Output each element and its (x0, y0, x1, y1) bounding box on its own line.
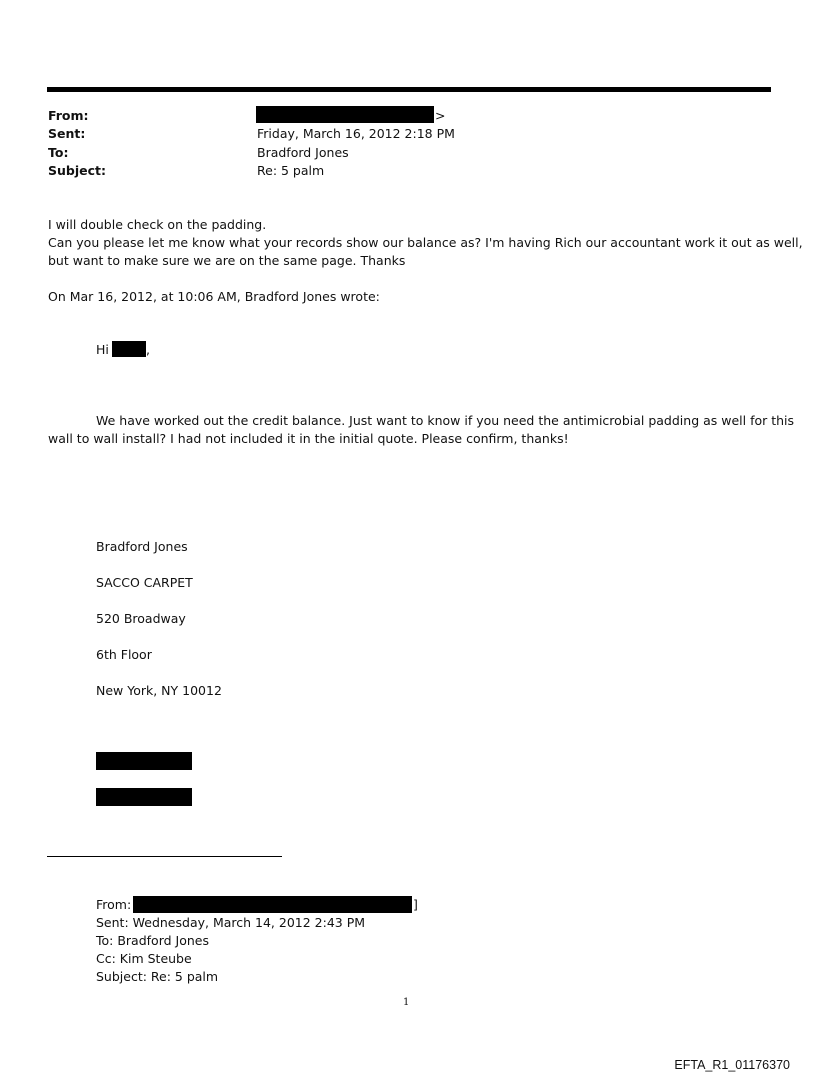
earlier-sent: Sent: Wednesday, March 14, 2012 2:43 PM (96, 915, 366, 930)
earlier-from-label: From: (96, 897, 132, 912)
redacted-name (112, 341, 146, 357)
page-number: 1 (403, 997, 410, 1008)
earlier-to: To: Bradford Jones (96, 933, 209, 948)
earlier-cc: Cc: Kim Steube (96, 951, 192, 966)
from-value-suffix: > (435, 108, 446, 123)
earlier-subject: Subject: Re: 5 palm (96, 969, 219, 984)
subject-value: Re: 5 palm (257, 163, 325, 178)
signature-city: New York, NY 10012 (96, 683, 222, 698)
redacted-earlier-sender (133, 896, 412, 913)
sent-label: Sent: (48, 126, 86, 141)
quote-intro: On Mar 16, 2012, at 10:06 AM, Bradford Jones wrote: (48, 289, 380, 304)
signature-address-1: 520 Broadway (96, 611, 186, 626)
body-line-1: I will double check on the padding. (48, 217, 267, 232)
greeting: Hi (96, 342, 109, 357)
signature-company: SACCO CARPET (96, 575, 193, 590)
body-line-3: but want to make sure we are on the same page. Thanks (48, 253, 406, 268)
body-line-2: Can you please let me know what your records show our balance as? I'm having Rich our accountant work it out as well, (48, 235, 803, 250)
redacted-block-2 (96, 788, 192, 806)
redacted-sender (256, 106, 434, 123)
to-value: Bradford Jones (257, 145, 349, 160)
separator-line (47, 856, 282, 857)
quoted-para-line-1: We have worked out the credit balance. Just want to know if you need the antimicrobial padding as well for this (96, 413, 795, 428)
sent-value: Friday, March 16, 2012 2:18 PM (257, 126, 455, 141)
subject-label: Subject: (48, 163, 106, 178)
redacted-block-1 (96, 752, 192, 770)
quoted-para-line-2: wall to wall install? I had not included it in the initial quote. Please confirm, thanks! (48, 431, 569, 446)
from-label: From: (48, 108, 89, 123)
to-label: To: (48, 145, 69, 160)
document-id: EFTA_R1_01176370 (674, 1058, 790, 1072)
greeting-suffix: , (146, 342, 150, 357)
signature-address-2: 6th Floor (96, 647, 152, 662)
signature-name: Bradford Jones (96, 539, 188, 554)
header-rule (47, 87, 771, 92)
earlier-from-suffix: ] (413, 897, 418, 912)
